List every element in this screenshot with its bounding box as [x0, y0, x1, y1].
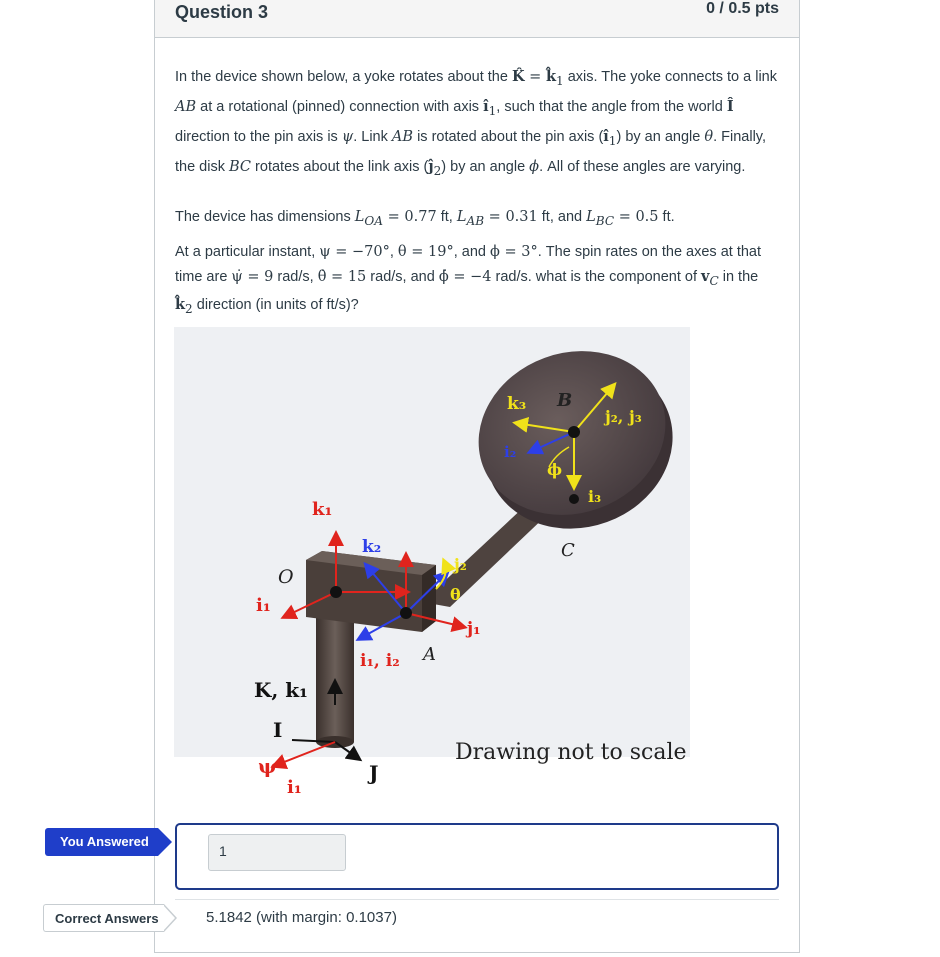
- device-figure: [174, 327, 690, 820]
- label-theta: θ: [450, 585, 461, 604]
- drawing-note: Drawing not to scale: [455, 740, 687, 765]
- label-C: C: [561, 540, 575, 561]
- label-I: I: [273, 718, 283, 742]
- label-i1-left: i₁: [256, 595, 271, 616]
- label-O: O: [278, 566, 294, 588]
- label-k1: k₁: [312, 499, 333, 520]
- question-points: 0 / 0.5 pts: [706, 0, 779, 17]
- question-paragraph-3: At a particular instant, ψ = −70°, θ = 19°, and ϕ = 3°. The spin rates on the axes at that time are ψ̇ = 9 rad/s, θ̇ = 15 rad/s, and ϕ̇ = −4 rad/s. what is the component of $v_C$ in the $k̂_2$ direction (in units of ft/s)?: [175, 244, 762, 316]
- label-j2j3: j₂, j₃: [605, 407, 642, 426]
- point-A: [400, 607, 412, 619]
- point-B: [568, 426, 580, 438]
- label-J: J: [369, 761, 379, 785]
- correct-answer-value: 5.1842 (with margin: 0.1037): [206, 909, 397, 926]
- question-header: [155, 0, 799, 38]
- label-j2: j₂: [454, 555, 467, 574]
- question-paragraph-1: In the device shown below, a yoke rotates about the K̂ = $k̂_1$ axis. The yoke connects to a link AB at a rotational (pinned) connection with axis $î_1$, such that the angle from the world Î direction to the pin axis is ψ. Link AB is rotated about the pin axis $(î_1)$ by an angle θ. Finally, the disk BC rotates about the link axis $(ĵ_2)$ by an angle ϕ. All of these angles are varying.: [175, 68, 777, 178]
- label-i1i2: i₁, i₂: [360, 651, 400, 671]
- point-O: [330, 586, 342, 598]
- label-k2: k₂: [362, 537, 382, 557]
- label-i2-top: i₂: [504, 443, 517, 461]
- label-Kk1: K, k₁: [254, 678, 308, 702]
- question-title: Question 3: [175, 2, 269, 22]
- label-phi: ϕ: [547, 460, 563, 479]
- label-B: B: [557, 390, 573, 411]
- point-C: [569, 494, 579, 504]
- correct-answers-tag: Correct Answers: [43, 904, 164, 932]
- label-k3: k₃: [507, 394, 527, 414]
- you-answered-tag: You Answered: [45, 828, 158, 856]
- answer-box: [175, 823, 779, 890]
- label-j1: j₁: [467, 619, 481, 639]
- question-paragraph-2: The device has dimensions $L_{OA} = 0.77$ ft, $L_{AB} = 0.31$ ft, and $L_{BC} = 0.5$ ft.: [175, 209, 675, 228]
- divider: [175, 899, 779, 900]
- label-A: A: [423, 644, 436, 665]
- answer-input[interactable]: 1: [208, 834, 346, 871]
- label-i1-bottom: i₁: [287, 777, 302, 798]
- label-i3: i₃: [588, 487, 602, 506]
- label-psi: ψ: [258, 754, 277, 778]
